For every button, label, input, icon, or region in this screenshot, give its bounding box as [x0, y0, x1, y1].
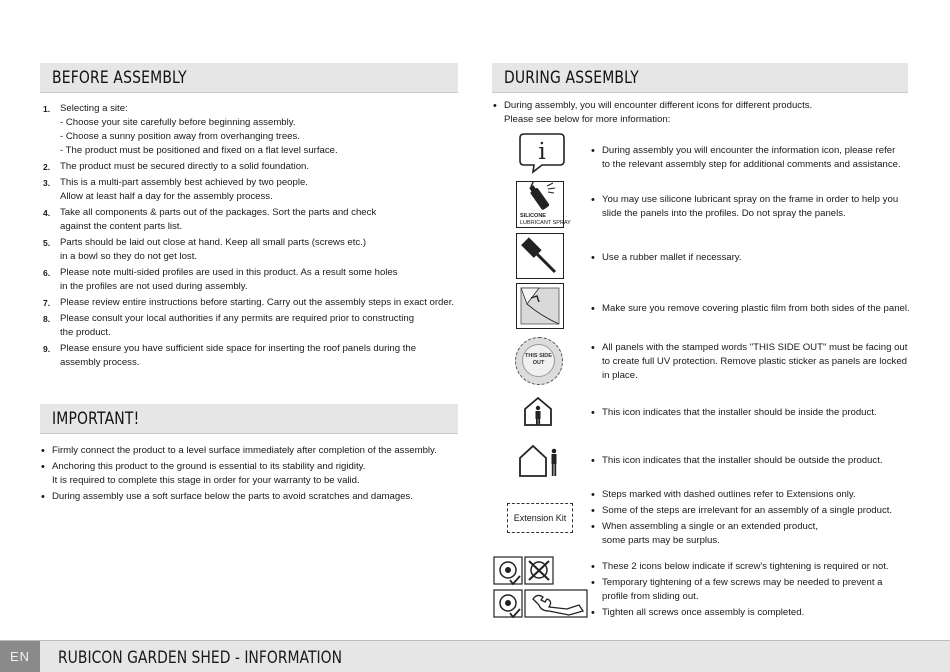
this-side-out-text: • All panels with the stamped words "THIS SIDE OUT" must be facing out to create full UV protection. Remove plastic sticker as panels are locked in place.	[590, 341, 910, 385]
footer-title: RUBICON GARDEN SHED - INFORMATION	[58, 648, 343, 668]
list-item: 1. Selecting a site: - Choose your site carefully before beginning assembly. - Choose a sunny position away from overhanging trees. - The product must be positioned and fixed on a flat level surface.	[43, 103, 338, 156]
film-icon-text: • Make sure you remove covering plastic film from both sides of the panel.	[590, 302, 910, 318]
spray-icon-text: • You may use silicone lubricant spray on the frame in order to help you slide the panels into the profiles. Do not spray the panels.	[590, 193, 910, 223]
list-item: 5. Parts should be laid out close at hand. Keep all small parts (screws etc.) in a bowl so they do not get lost.	[43, 237, 367, 262]
list-item: 6. Please note multi-sided profiles are used in this product. As a result some holes in the profiles are not used during assembly.	[43, 267, 398, 292]
during-assembly-title: DURING ASSEMBLY	[504, 68, 639, 88]
rubber-mallet-icon	[516, 233, 564, 279]
during-assembly-heading	[492, 63, 908, 93]
installer-inside-icon	[522, 395, 554, 427]
before-assembly-list	[40, 102, 460, 372]
list-item: • Anchoring this product to the ground is essential to its stability and rigidity. It is required to complete this stage in order for your warranty to be valid.	[40, 460, 460, 488]
list-item: • During assembly use a soft surface below the parts to avoid scratches and damages.	[40, 490, 460, 504]
this-side-out-sticker-icon: THIS SIDE OUT	[515, 337, 563, 385]
language-badge: EN	[0, 641, 40, 672]
screw-icons-text: • These 2 icons below indicate if screw's tightening is required or not. • Temporary tightening of a few screws may be needed to prevent a profile from sliding out. • Tighten all screws once assembly is completed.	[590, 560, 910, 622]
svg-text:i: i	[538, 139, 546, 165]
list-item: 2. The product must be secured directly to a solid foundation.	[43, 161, 310, 172]
important-title: IMPORTANT!	[52, 409, 140, 429]
outside-icon-text: • This icon indicates that the installer should be outside the product.	[590, 454, 910, 470]
list-item: 4. Take all components & parts out of the packages. Sort the parts and check against the content parts list.	[43, 207, 377, 232]
plastic-film-icon	[516, 283, 564, 329]
list-item: 7. Please review entire instructions before starting. Carry out the assembly steps in exact order.	[43, 297, 455, 308]
list-item: • Firmly connect the product to a level surface immediately after completion of the assembly.	[40, 444, 460, 458]
info-icon-text: • During assembly you will encounter the information icon, please refer to the relevant assembly step for additional comments and assistance.	[590, 144, 910, 174]
before-assembly-heading	[40, 63, 458, 93]
screw-tighten-wrench-icon	[493, 589, 589, 619]
mallet-icon-text: • Use a rubber mallet if necessary.	[590, 251, 910, 267]
page-footer	[0, 640, 950, 672]
list-item: 9. Please ensure you have sufficient side space for inserting the roof panels during the assembly process.	[43, 343, 417, 368]
info-icon	[518, 131, 566, 175]
before-assembly-title: BEFORE ASSEMBLY	[52, 68, 187, 88]
list-item: 8. Please consult your local authorities if any permits are required prior to constructing the product.	[43, 313, 415, 338]
important-list	[40, 444, 460, 506]
extension-kit-badge: Extension Kit	[507, 503, 573, 533]
list-item: 3. This is a multi-part assembly best achieved by two people. Allow at least half a day for the assembly process.	[43, 177, 308, 202]
spray-can-icon: SILICONE LUBRICANT SPRAY	[516, 181, 564, 228]
installer-outside-icon	[518, 442, 564, 478]
during-intro: • During assembly, you will encounter different icons for different products. Please see below for more information:	[492, 99, 912, 129]
screw-temporary-tightening-icon	[493, 556, 555, 586]
important-heading	[40, 404, 458, 434]
extension-kit-text: • Steps marked with dashed outlines refer to Extensions only. • Some of the steps are irrelevant for an assembly of a single product. • When assembling a single or an extended product, some parts may be surplus.	[590, 488, 910, 550]
inside-icon-text: • This icon indicates that the installer should be inside the product.	[590, 406, 910, 422]
